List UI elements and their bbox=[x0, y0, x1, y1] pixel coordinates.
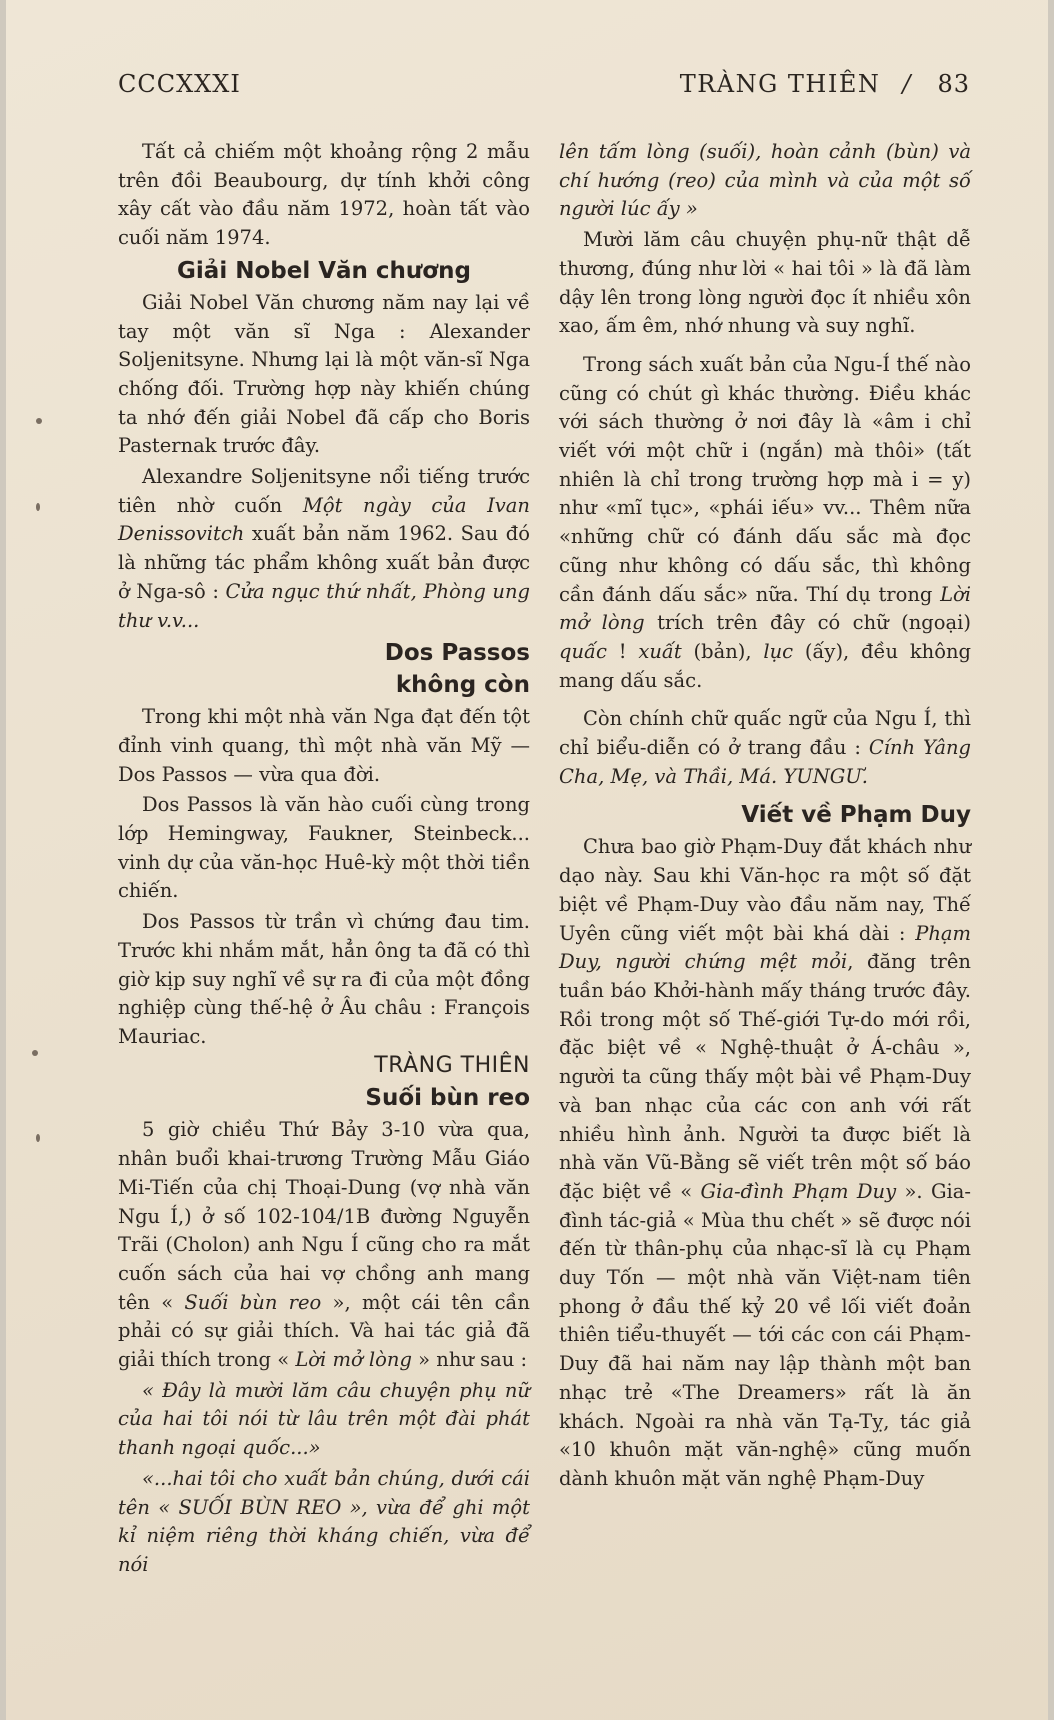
print-mark bbox=[36, 1134, 40, 1142]
text-run: » như sau : bbox=[411, 1348, 528, 1372]
example-word: lục bbox=[763, 639, 794, 663]
heading-suoi-bun-reo: Suối bùn reo bbox=[365, 1085, 530, 1112]
text-run: », một cái tên cần phải có sự giải thích. Và hai tác giả đã giải thích trong « bbox=[118, 1290, 530, 1372]
text-run: Trong sách xuất bản của Ngu-Í thế nào cũng có chút gì khác thường. Điều khác với sách thường ở nơi đây là «âm i chỉ viết với một chữ i (ngắn) mà thôi» (tất nhiên là chỉ trong trường hợp mà i = y) như «mĩ tục», «phái iếu» vv... Thêm nữa «những chữ có đánh dấu sắc mà đọc cũng như không có dấu sắc, thì không cần đánh dấu sắc» nữa. Thí dụ trong bbox=[559, 352, 971, 606]
text-run: Còn chính chữ quấc ngữ của Ngu Í, thì chỉ biểu-diễn có ở trang đầu : bbox=[559, 707, 971, 760]
paragraph bbox=[559, 833, 971, 1493]
paragraph bbox=[559, 705, 971, 791]
left-column bbox=[118, 138, 530, 1582]
dedication: Cính Yâng Cha, Mẹ, và Thầi, Má. YUNGƯ. bbox=[559, 736, 971, 788]
text-run: ». Gia-đình tác-giả « Mùa thu chết » sẽ được nói đến từ thân-phụ của nhạc-sĩ là cụ Phạm duy Tốn — một nhà văn Việt-nam tiên phong ở đầu thế kỷ 20 về lối viết đoản thiên tiểu-thuyết — tới các con cái Phạm-Duy đã hai năm nay lập thành một ban nhạc trẻ «The Dreamers» rất là ăn khách. Ngoài ra nhà văn Tạ-Tỵ, tác giả «10 khuôn mặt văn-nghệ» cũng muốn dành khuôn mặt văn nghệ Phạm-Duy bbox=[559, 1179, 971, 1490]
text-run: Chưa bao giờ Phạm-Duy đắt khách như dạo này. Sau khi Văn-học ra một số đặt biệt về Phạm-Duy vào đầu năm nay, Thế Uyên cũng viết một bài khá dài : bbox=[559, 835, 971, 945]
heading-dos-passos: Dos Passos không còn bbox=[384, 640, 530, 699]
right-column bbox=[559, 138, 971, 1496]
text-run: xuất bản năm 1962. Sau đó là những tác phẩm không xuất bản được ở Nga-sô : bbox=[118, 522, 530, 603]
paragraph: Giải Nobel Văn chương năm nay lại về tay một văn sĩ Nga : Alexander Soljenitsyne. Nhưng lại là một văn-sĩ Nga chống đối. Trường hợp này khiến chúng ta nhớ đến giải Nobel đã cấp cho Boris Pasternak trước đây. bbox=[118, 290, 530, 458]
book-title: Một ngày của Ivan Denissovitch bbox=[118, 493, 530, 546]
paragraph: Tất cả chiếm một khoảng rộng 2 mẫu trên đồi Beaubourg, dự tính khởi công xây cất vào đầu năm 1972, hoàn tất vào cuối năm 1974. bbox=[118, 140, 530, 250]
paragraph: Dos Passos từ trần vì chứng đau tim. Trước khi nhắm mắt, hẳn ông ta đã có thì giờ kịp suy nghĩ về sự ra đi của một đồng nghiệp cùng thế-hệ ở Âu châu : François Mauriac. bbox=[118, 910, 530, 1048]
book-title: Gia-đình Phạm Duy bbox=[700, 1179, 897, 1203]
paragraph: Trong khi một nhà văn Nga đạt đến tột đỉnh vinh quang, thì một nhà văn Mỹ — Dos Passos — vừa qua đời. bbox=[118, 705, 530, 786]
header-right bbox=[680, 70, 970, 98]
column-author: TRÀNG THIÊN bbox=[679, 70, 881, 98]
print-mark bbox=[36, 503, 40, 511]
text-run: 5 giờ chiều Thứ Bảy 3-10 vừa qua, nhân buổi khai-trương Trường Mẫu Giáo Mi-Tiến của chị Thoại-Dung (vợ nhà văn Ngu Í,) ở số 102-104/1B đường Nguyễn Trãi (Cholon) anh Ngu Í cũng cho ra mắt cuốn sách của hai vợ chồng anh mang tên « bbox=[118, 1118, 530, 1314]
print-mark bbox=[32, 1050, 38, 1056]
paragraph: Dos Passos là văn hào cuối cùng trong lớp Hemingway, Faukner, Steinbeck... vinh dự của văn-học Huê-kỳ một thời tiền chiến. bbox=[118, 793, 530, 903]
preface-title: Lời mở lòng bbox=[295, 1348, 412, 1372]
page-number: 83 bbox=[937, 70, 970, 98]
author-signature: TRÀNG THIÊN bbox=[374, 1052, 530, 1078]
paragraph: Mười lăm câu chuyện phụ-nữ thật dễ thương, đúng như lời « hai tôi » là đã làm dậy lên trong lòng người đọc ít nhiều xôn xao, ấm êm, nhớ nhung và suy nghĩ. bbox=[559, 228, 971, 338]
paragraph bbox=[118, 463, 530, 635]
paragraph bbox=[118, 1116, 530, 1374]
quote: «...hai tôi cho xuất bản chúng, dưới cái tên « SUỐI BÙN REO », vừa để ghi một kỉ niệm riêng thời kháng chiến, vừa để nói bbox=[118, 1466, 530, 1576]
preface-title: Lời mở lòng bbox=[559, 582, 971, 635]
header-separator: / bbox=[902, 70, 912, 98]
text-run: Alexandre Soljenitsyne nổi tiếng trước tiên nhờ cuốn bbox=[118, 465, 530, 517]
paragraph bbox=[559, 351, 971, 695]
issue-number: CCCXXXI bbox=[118, 70, 241, 98]
text-run: ! bbox=[606, 639, 639, 663]
text-run: (bản), bbox=[681, 639, 764, 663]
quote: « Đây là mười lăm câu chuyện phụ nữ của hai tôi nói từ lâu trên một đài phát thanh ngoại quốc...» bbox=[118, 1378, 530, 1460]
book-title: Suối bùn reo bbox=[184, 1290, 322, 1314]
text-run: trích trên đây có chữ (ngoại) bbox=[644, 611, 971, 635]
text-run: , đăng trên tuần báo Khởi-hành mấy tháng trước đây. Rồi trong một số Thế-giới Tự-do mới rồi, đặc biệt về « Nghệ-thuật ở Á-châu », người ta cũng thấy một bài về Phạm-Duy và ban nhạc của các con anh với rất nhiều hình ảnh. Người ta được biết là nhà văn Vũ-Bằng sẽ viết trên một số báo đặc biệt về « bbox=[559, 950, 971, 1203]
magazine-page bbox=[6, 0, 1048, 1720]
example-word: quấc bbox=[559, 639, 607, 663]
example-word: xuất bbox=[638, 639, 682, 663]
print-mark bbox=[36, 418, 42, 424]
heading-pham-duy: Viết về Phạm Duy bbox=[741, 802, 971, 829]
heading-nobel: Giải Nobel Văn chương bbox=[177, 257, 471, 284]
article-title: Phạm Duy, người chứng mệt mỏi bbox=[559, 921, 971, 974]
book-titles: Cửa ngục thứ nhất, Phòng ung thư v.v... bbox=[118, 579, 530, 632]
page-header bbox=[118, 70, 970, 104]
text-run: (ấy), đều không mang dấu sắc. bbox=[559, 639, 972, 692]
quote: lên tấm lòng (suối), hoàn cảnh (bùn) và chí hướng (reo) của mình và của một số người lúc ấy » bbox=[559, 140, 971, 221]
